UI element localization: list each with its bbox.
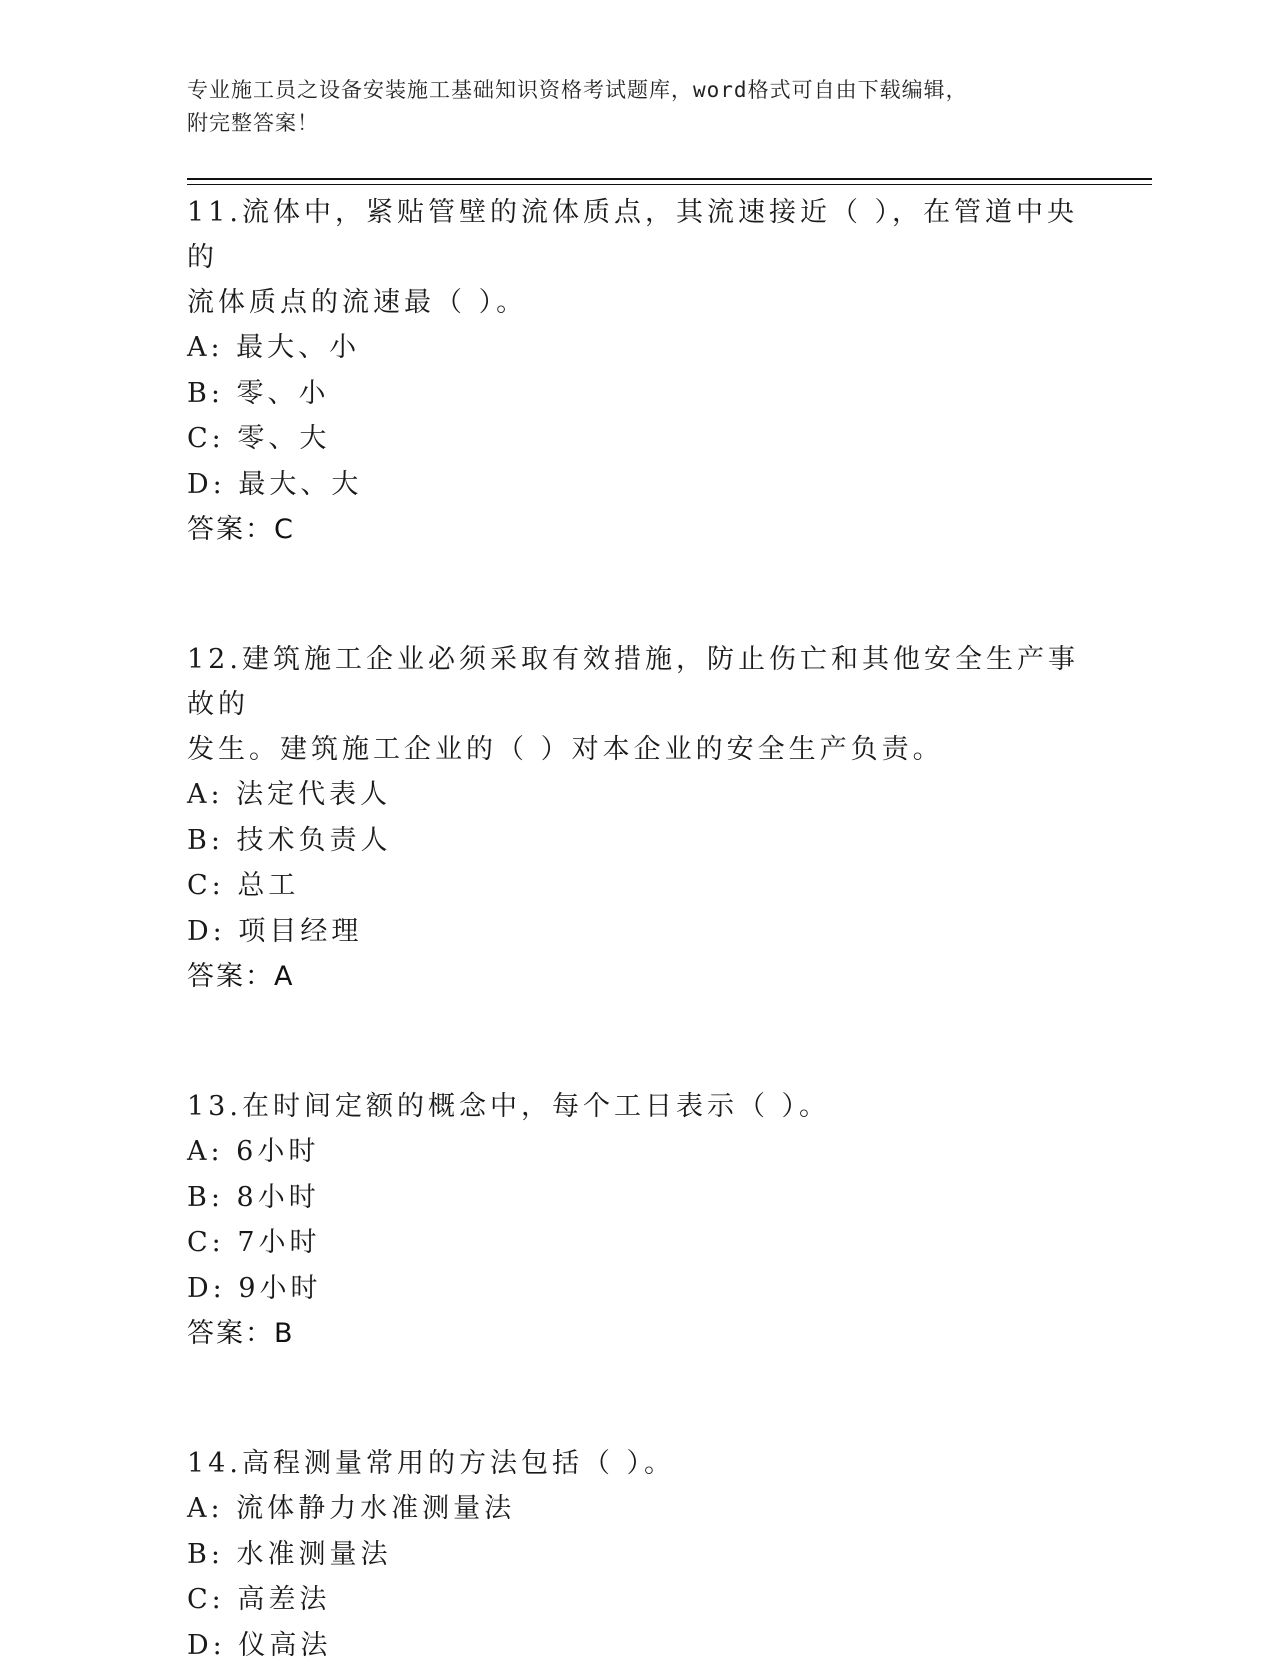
option-c: C: 高差法: [187, 1577, 1087, 1623]
header-line-2: 附完整答案！: [187, 107, 1087, 140]
question-13: [187, 1084, 1087, 1356]
question-stem-line: 流体质点的流速最（ ）。: [187, 280, 1087, 325]
option-d: D: 仪高法: [187, 1623, 1087, 1668]
option-b: B: 8小时: [187, 1175, 1087, 1221]
option-a: A: 最大、小: [187, 325, 1087, 371]
option-d: D: 项目经理: [187, 909, 1087, 955]
option-b: B: 零、小: [187, 371, 1087, 417]
answer-line: 答案：B: [187, 1311, 1087, 1356]
question-12: [187, 637, 1087, 999]
option-d: D: 最大、大: [187, 462, 1087, 508]
option-c: C: 零、大: [187, 416, 1087, 462]
header-divider-thick: [187, 178, 1152, 180]
question-stem-line: 12.建筑施工企业必须采取有效措施，防止伤亡和其他安全生产事故的: [187, 637, 1087, 727]
question-stem-line: 发生。建筑施工企业的（ ）对本企业的安全生产负责。: [187, 727, 1087, 772]
option-a: A: 法定代表人: [187, 772, 1087, 818]
option-d: D: 9小时: [187, 1266, 1087, 1312]
question-list: [187, 190, 1087, 1668]
option-a: A: 6小时: [187, 1129, 1087, 1175]
question-11: [187, 190, 1087, 552]
option-b: B: 水准测量法: [187, 1532, 1087, 1578]
option-c: C: 7小时: [187, 1220, 1087, 1266]
option-a: A: 流体静力水准测量法: [187, 1486, 1087, 1532]
question-stem-line: 13.在时间定额的概念中，每个工日表示（ ）。: [187, 1084, 1087, 1129]
answer-line: 答案：A: [187, 954, 1087, 999]
question-stem-line: 11.流体中，紧贴管壁的流体质点，其流速接近（ ），在管道中央的: [187, 190, 1087, 280]
question-spacer: [187, 552, 1087, 637]
header-line-1: 专业施工员之设备安装施工基础知识资格考试题库，word格式可自由下载编辑，: [187, 74, 1087, 107]
document-header: [187, 74, 1087, 140]
option-b: B: 技术负责人: [187, 818, 1087, 864]
header-divider-thin: [187, 184, 1152, 185]
question-spacer: [187, 1356, 1087, 1441]
question-14: [187, 1441, 1087, 1668]
option-c: C: 总工: [187, 863, 1087, 909]
question-stem-line: 14.高程测量常用的方法包括（ ）。: [187, 1441, 1087, 1486]
answer-line: 答案：C: [187, 507, 1087, 552]
question-spacer: [187, 999, 1087, 1084]
